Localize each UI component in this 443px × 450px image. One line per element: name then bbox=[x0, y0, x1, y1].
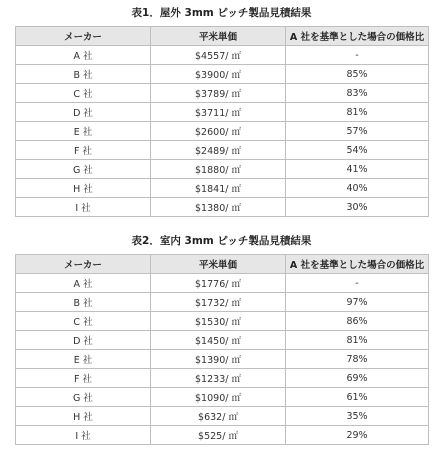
price-ratio-cell: 35% bbox=[286, 407, 429, 426]
unit-price-cell: $1530/ ㎡ bbox=[151, 312, 286, 331]
price-ratio-cell: 81% bbox=[286, 331, 429, 350]
table-row bbox=[16, 350, 429, 369]
table-header-row bbox=[16, 255, 429, 274]
table-caption: 表2．室内 3mm ピッチ製品見積結果 bbox=[131, 235, 312, 247]
price-ratio-cell: 41% bbox=[286, 160, 429, 179]
unit-price-cell: $1776/ ㎡ bbox=[151, 274, 286, 293]
indoor-estimate-section bbox=[15, 231, 428, 445]
table-row bbox=[16, 274, 429, 293]
outdoor-estimate-table bbox=[15, 26, 429, 217]
header-price-ratio: A 社を基準とした場合の価格比 bbox=[286, 27, 429, 46]
table-row bbox=[16, 293, 429, 312]
unit-price-cell: $632/ ㎡ bbox=[151, 407, 286, 426]
table-row bbox=[16, 84, 429, 103]
price-ratio-cell: 57% bbox=[286, 122, 429, 141]
maker-cell: H 社 bbox=[16, 407, 151, 426]
unit-price-cell: $2489/ ㎡ bbox=[151, 141, 286, 160]
price-ratio-cell: 86% bbox=[286, 312, 429, 331]
unit-price-cell: $1841/ ㎡ bbox=[151, 179, 286, 198]
unit-price-cell: $525/ ㎡ bbox=[151, 426, 286, 445]
table-row bbox=[16, 407, 429, 426]
price-ratio-cell: 30% bbox=[286, 198, 429, 217]
unit-price-cell: $1090/ ㎡ bbox=[151, 388, 286, 407]
maker-cell: C 社 bbox=[16, 84, 151, 103]
price-ratio-cell: 78% bbox=[286, 350, 429, 369]
header-price-ratio: A 社を基準とした場合の価格比 bbox=[286, 255, 429, 274]
maker-cell: D 社 bbox=[16, 331, 151, 350]
table-row bbox=[16, 65, 429, 84]
maker-cell: F 社 bbox=[16, 369, 151, 388]
table-row bbox=[16, 426, 429, 445]
table-row bbox=[16, 141, 429, 160]
table-row bbox=[16, 198, 429, 217]
header-unit-price: 平米単価 bbox=[151, 255, 286, 274]
header-maker: メーカー bbox=[16, 255, 151, 274]
maker-cell: I 社 bbox=[16, 198, 151, 217]
unit-price-cell: $1450/ ㎡ bbox=[151, 331, 286, 350]
maker-cell: F 社 bbox=[16, 141, 151, 160]
maker-cell: A 社 bbox=[16, 46, 151, 65]
price-ratio-cell: 54% bbox=[286, 141, 429, 160]
price-ratio-cell: 40% bbox=[286, 179, 429, 198]
maker-cell: E 社 bbox=[16, 122, 151, 141]
outdoor-estimate-section bbox=[15, 3, 428, 217]
table-row bbox=[16, 331, 429, 350]
header-unit-price: 平米単価 bbox=[151, 27, 286, 46]
unit-price-cell: $1233/ ㎡ bbox=[151, 369, 286, 388]
table-row bbox=[16, 179, 429, 198]
price-ratio-cell: 29% bbox=[286, 426, 429, 445]
price-ratio-cell: 81% bbox=[286, 103, 429, 122]
maker-cell: I 社 bbox=[16, 426, 151, 445]
maker-cell: D 社 bbox=[16, 103, 151, 122]
unit-price-cell: $1390/ ㎡ bbox=[151, 350, 286, 369]
table-row bbox=[16, 122, 429, 141]
maker-cell: E 社 bbox=[16, 350, 151, 369]
price-ratio-cell: 61% bbox=[286, 388, 429, 407]
table-header-row bbox=[16, 27, 429, 46]
table-caption: 表1．屋外 3mm ピッチ製品見積結果 bbox=[131, 7, 312, 19]
table-row bbox=[16, 160, 429, 179]
unit-price-cell: $3789/ ㎡ bbox=[151, 84, 286, 103]
table-row bbox=[16, 369, 429, 388]
maker-cell: G 社 bbox=[16, 160, 151, 179]
price-ratio-cell: - bbox=[286, 46, 429, 65]
table-row bbox=[16, 46, 429, 65]
maker-cell: H 社 bbox=[16, 179, 151, 198]
table-row bbox=[16, 103, 429, 122]
unit-price-cell: $1880/ ㎡ bbox=[151, 160, 286, 179]
unit-price-cell: $2600/ ㎡ bbox=[151, 122, 286, 141]
table-row bbox=[16, 312, 429, 331]
unit-price-cell: $3900/ ㎡ bbox=[151, 65, 286, 84]
maker-cell: B 社 bbox=[16, 65, 151, 84]
maker-cell: C 社 bbox=[16, 312, 151, 331]
price-ratio-cell: - bbox=[286, 274, 429, 293]
price-ratio-cell: 97% bbox=[286, 293, 429, 312]
price-ratio-cell: 69% bbox=[286, 369, 429, 388]
maker-cell: G 社 bbox=[16, 388, 151, 407]
maker-cell: A 社 bbox=[16, 274, 151, 293]
unit-price-cell: $3711/ ㎡ bbox=[151, 103, 286, 122]
price-ratio-cell: 83% bbox=[286, 84, 429, 103]
maker-cell: B 社 bbox=[16, 293, 151, 312]
unit-price-cell: $4557/ ㎡ bbox=[151, 46, 286, 65]
header-maker: メーカー bbox=[16, 27, 151, 46]
unit-price-cell: $1732/ ㎡ bbox=[151, 293, 286, 312]
unit-price-cell: $1380/ ㎡ bbox=[151, 198, 286, 217]
indoor-estimate-table bbox=[15, 254, 429, 445]
table-row bbox=[16, 388, 429, 407]
price-ratio-cell: 85% bbox=[286, 65, 429, 84]
